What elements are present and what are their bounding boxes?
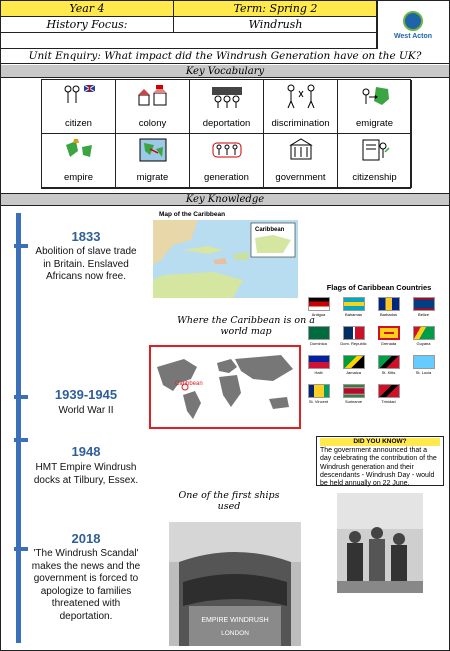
vocab-label: generation xyxy=(204,172,249,183)
flag-item: Bahamas xyxy=(336,297,371,326)
flag-item: Haiti xyxy=(301,355,336,384)
guyana-flag-icon xyxy=(413,326,435,340)
flag-item: St. Lucia xyxy=(406,355,441,384)
vocab-government xyxy=(264,134,338,188)
vocab-discrimination xyxy=(264,80,338,134)
vocab-label: citizenship xyxy=(352,172,397,183)
timeline-tick xyxy=(14,395,28,399)
focus-label: History Focus: xyxy=(46,18,128,31)
flag-item: Guyana xyxy=(406,326,441,355)
vocab-label: emigrate xyxy=(356,118,393,129)
year-cell xyxy=(1,1,174,16)
bahamas-flag-icon xyxy=(343,297,365,311)
vocab-heading: Key Vocabulary xyxy=(1,65,449,78)
unit-enquiry: Unit Enquiry: What impact did the Windrush Generation have on the UK? xyxy=(1,49,449,64)
flag-item: Belize xyxy=(406,297,441,326)
migrate-icon xyxy=(136,137,170,163)
vocab-empire xyxy=(42,134,116,188)
citizen-icon xyxy=(62,83,96,109)
timeline-tick xyxy=(14,244,28,248)
dominica-flag-icon xyxy=(308,326,330,340)
flag-item: Grenada xyxy=(371,326,406,355)
vocab-citizen xyxy=(42,80,116,134)
timeline-year-1939: 1939-1945 xyxy=(54,387,118,402)
header-row-1 xyxy=(1,1,378,17)
flag-item: St. Kitts xyxy=(371,355,406,384)
flag-item: St. Vincent xyxy=(301,384,336,413)
flag-item: Barbados xyxy=(371,297,406,326)
discrimination-icon xyxy=(284,83,318,109)
vocab-migrate xyxy=(116,134,190,188)
vocab-label: migrate xyxy=(136,172,169,183)
timeline-desc-1948: HMT Empire Windrush docks at Tilbury, Essex. xyxy=(33,462,139,486)
school-logo xyxy=(376,1,449,49)
st-lucia-flag-icon xyxy=(413,355,435,369)
timeline-year-1948: 1948 xyxy=(71,444,101,459)
flag-item: Dominica xyxy=(301,326,336,355)
windrush-ship-photo xyxy=(169,522,301,646)
vocab-citizenship xyxy=(338,134,412,188)
flags-title: Flags of Caribbean Countries xyxy=(326,283,432,292)
passengers-photo xyxy=(337,493,423,593)
ship-port-text: LONDON xyxy=(221,630,249,637)
flag-item: Dom. Republic xyxy=(336,326,371,355)
st-vincent-flag-icon xyxy=(308,384,330,398)
ship-caption: One of the first ships used xyxy=(178,490,280,512)
world-map-label: Caribbean xyxy=(175,381,203,387)
timeline-desc-1833: Abolition of slave trade in Britain. Enslaved Africans now free. xyxy=(35,246,137,282)
vocab-label: empire xyxy=(63,172,94,183)
school-badge-icon xyxy=(403,11,423,31)
caribbean-map-title: Map of the Caribbean xyxy=(159,211,226,218)
dom-republic-flag-icon xyxy=(343,326,365,340)
school-logo-text: West Acton xyxy=(393,32,433,40)
vocab-colony xyxy=(116,80,190,134)
focus-value-cell xyxy=(174,17,378,32)
header-row-3 xyxy=(1,33,378,49)
vocab-generation xyxy=(190,134,264,188)
focus-value: Windrush xyxy=(248,18,303,31)
focus-label-cell xyxy=(1,17,174,32)
term-cell xyxy=(174,1,378,16)
timeline-desc-2018: 'The Windrush Scandal' makes the news and the government is forced to apologize to families threatened with deportation. xyxy=(31,548,141,622)
caribbean-map xyxy=(153,220,298,298)
emigrate-icon xyxy=(358,83,392,109)
jamaica-flag-icon xyxy=(343,355,365,369)
haiti-flag-icon xyxy=(308,355,330,369)
did-you-know-box xyxy=(316,436,444,486)
vocab-emigrate xyxy=(338,80,412,134)
vocab-label: citizen xyxy=(65,118,92,129)
vocab-label: deportation xyxy=(202,118,251,129)
colony-icon xyxy=(136,83,170,109)
world-map-caption: Where the Caribbean is on a world map xyxy=(177,315,315,337)
st-kitts-flag-icon xyxy=(378,355,400,369)
world-map xyxy=(149,345,301,429)
timeline-tick xyxy=(14,438,28,442)
ship-name-text: EMPIRE WINDRUSH xyxy=(201,617,269,624)
vocab-deportation xyxy=(190,80,264,134)
year-label: Year 4 xyxy=(69,2,105,15)
timeline-desc-1939: World War II xyxy=(58,405,114,416)
flag-item: Jamaica xyxy=(336,355,371,384)
government-icon xyxy=(284,137,318,163)
vocab-label: colony xyxy=(138,118,167,129)
empire-icon xyxy=(62,137,96,163)
suriname-flag-icon xyxy=(343,384,365,398)
flags-grid xyxy=(301,297,441,413)
knowledge-heading: Key Knowledge xyxy=(1,193,449,206)
header-row-2 xyxy=(1,17,378,33)
barbados-flag-icon xyxy=(378,297,400,311)
term-label: Term: Spring 2 xyxy=(233,2,318,15)
deportation-icon xyxy=(210,83,244,109)
caribbean-inset-title: Caribbean xyxy=(255,227,285,233)
timeline-tick xyxy=(14,547,28,551)
did-you-know-text: The government announced that a day celebrating the contribution of the Windrush generation and their descendants - Windrush Day - would be held annually on 22 June. xyxy=(320,446,437,488)
vocab-label: discrimination xyxy=(271,118,330,129)
belize-flag-icon xyxy=(413,297,435,311)
vocab-grid xyxy=(41,79,411,189)
flag-item: Antigua xyxy=(301,297,336,326)
generation-icon xyxy=(210,137,244,163)
timeline-year-1833: 1833 xyxy=(71,229,101,244)
grenada-flag-icon xyxy=(378,326,400,340)
trinidad-flag-icon xyxy=(378,384,400,398)
timeline-year-2018: 2018 xyxy=(71,531,101,546)
citizenship-icon xyxy=(358,137,392,163)
flag-item: Suriname xyxy=(336,384,371,413)
did-you-know-title: DID YOU KNOW? xyxy=(320,438,440,446)
antigua-flag-icon xyxy=(308,297,330,311)
flag-item: Trinidad xyxy=(371,384,406,413)
vocab-label: government xyxy=(275,172,326,183)
timeline-line xyxy=(16,213,21,643)
